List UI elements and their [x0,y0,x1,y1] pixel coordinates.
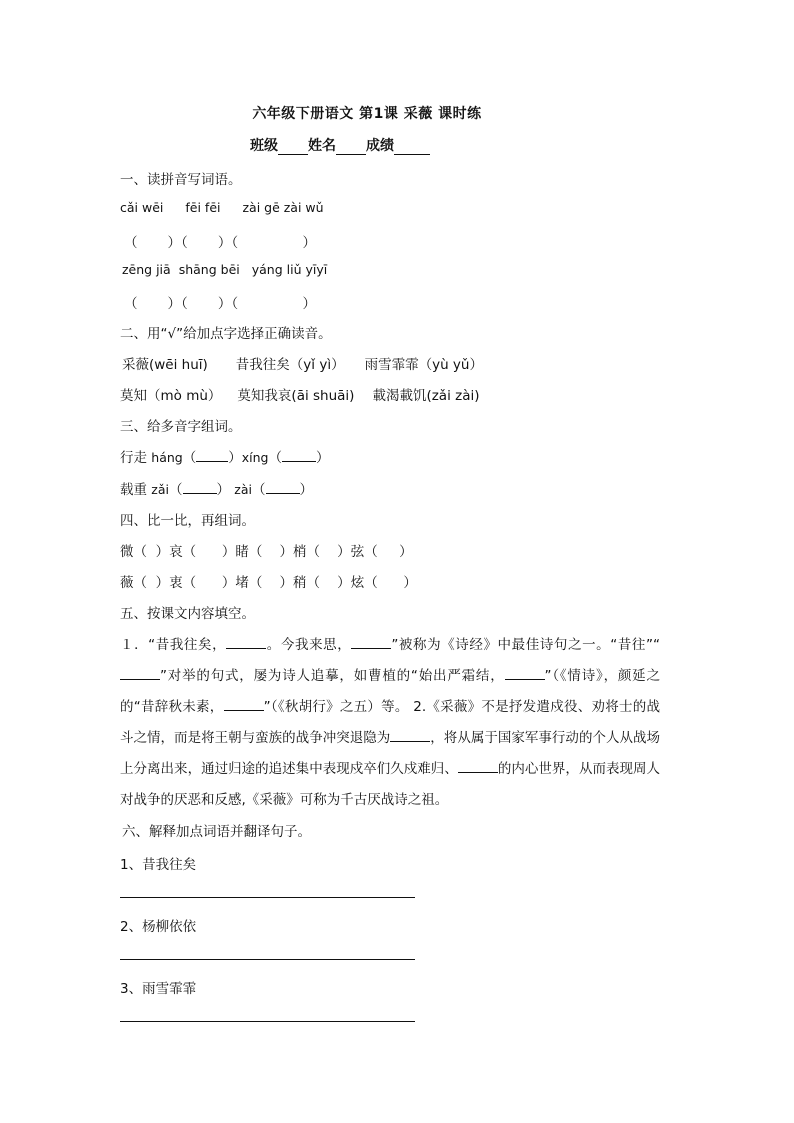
answer-blank[interactable] [120,665,160,680]
compare-char: 衷 [169,575,183,591]
compare-char: 哀 [169,544,183,560]
answer-blank[interactable] [505,665,545,680]
pinyin: yáng liǔ yīyī [251,262,328,277]
pinyin: zǎi [151,482,169,497]
score-label: 成绩 [366,138,394,154]
student-info [250,135,430,155]
answer-blank[interactable] [266,479,300,494]
answer-blank[interactable] [226,634,266,649]
polyphone-word: 行走 [120,450,147,466]
answer-brackets-row-2[interactable]: （ ）（ ）（ ） [124,296,316,312]
section-2-heading: 二、用“√”给加点字选择正确读音。 [120,326,332,342]
score-blank[interactable] [394,140,430,155]
choice-item[interactable]: 載渴載饥(zǎi zài) [372,388,480,404]
compare-char: 弦 [350,544,365,560]
choice-item[interactable]: 昔我往矣（yǐ yì） [235,357,345,373]
answer-blank[interactable] [351,634,391,649]
question-item-3: 3、雨雪霏霏 [120,981,197,997]
pinyin: xíng [241,450,269,465]
answer-blank[interactable] [196,447,228,462]
class-blank[interactable] [278,140,308,155]
pinyin: háng [151,450,183,465]
compare-char: 微 [120,544,134,560]
compare-char: 堵 [235,575,249,591]
answer-blank[interactable] [458,758,498,773]
compare-row-1: 微（ ）哀（ ）睹（ ）梢（ ）弦（ ） [120,544,413,560]
polyphone-row-1: 行走 háng（ ）xíng（ ） [120,446,329,466]
compare-row-2: 薇（ ）衷（ ）堵（ ）稍（ ）炫（ ） [120,575,417,591]
answer-blank[interactable] [282,447,316,462]
question-item-2: 2、杨柳依依 [120,919,197,935]
page-title: 六年级下册语文 第1课 采薇 课时练 [252,106,482,122]
section-4-heading: 四、比一比，再组词。 [120,513,255,529]
section-3-heading: 三、给多音字组词。 [120,419,242,435]
answer-line[interactable] [120,1021,415,1022]
choice-item[interactable]: 采薇(wēi huī) [122,357,208,373]
pinyin: zēng jiā [122,262,171,277]
section-6-heading: 六、解释加点词语并翻译句子。 [122,824,311,840]
pinyin-row-2 [122,262,327,277]
section-1-heading: 一、读拼音写词语。 [120,172,242,188]
question-item-1: 1、昔我往矣 [120,857,197,873]
section-5-heading: 五、按课文内容填空。 [120,606,255,622]
class-label: 班级 [250,138,278,154]
pronunciation-row-2 [120,384,480,404]
answer-line[interactable] [120,897,415,898]
answer-blank[interactable] [224,696,264,711]
compare-char: 薇 [120,575,134,591]
pinyin: zài [234,482,252,497]
answer-brackets-row-1[interactable]: （ ）（ ）（ ） [124,235,316,251]
answer-blank[interactable] [183,479,217,494]
choice-item[interactable]: 莫知（mò mù） [120,388,222,404]
pinyin: shāng bēi [178,262,240,277]
compare-char: 睹 [235,544,249,560]
fill-in-paragraph: １．“昔我往矣， 。今我来思， ”被称为《诗经》中最佳诗句之一。“昔往”“”对举的句式，屡为诗人追摹，如曹植的“始出严霜结， ”（《情诗》，颜延之的“昔辞秋未素， ”（《秋胡行》之五）等。 2.《采薇》不是抒发遣戍役、劝将士的战斗之情，而是将王朝与蛮族的战争冲突退隐为 ，将从属于国家军事行动的个人从战场上分离出来，通过归途的追述集中表现戍卒们久戍难归、 的内心世界，从而表现周人对战争的厌恶和反感,《采薇》可称为千古厌战诗之祖。 [120,630,660,816]
compare-char: 炫 [350,575,365,591]
pinyin-row-1 [120,200,324,215]
choice-item[interactable]: 莫知我哀(āi shuāi) [237,388,355,404]
choice-item[interactable]: 雨雪霏霏（yù yǔ） [364,357,483,373]
pinyin: zài gē zài wǔ [242,200,324,215]
answer-blank[interactable] [390,727,430,742]
pinyin: cǎi wēi [120,200,164,215]
compare-char: 梢 [293,544,307,560]
name-blank[interactable] [336,140,366,155]
polyphone-row-2: 载重 zǎi（ ） zài（ ） [120,478,313,498]
answer-line[interactable] [120,959,415,960]
compare-char: 稍 [293,575,307,591]
pronunciation-row-1 [122,353,483,373]
name-label: 姓名 [308,138,336,154]
pinyin: fēi fēi [185,200,221,215]
polyphone-word: 载重 [120,482,147,498]
